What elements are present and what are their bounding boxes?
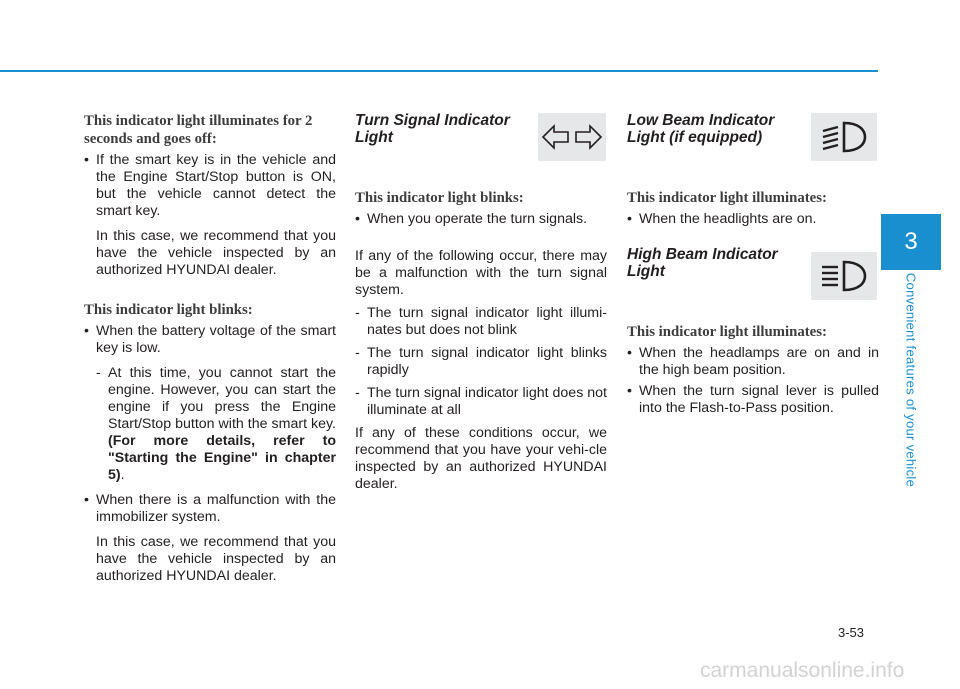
para-malfunction-intro: If any of the following occur, there may be a malfunction with the turn signal system. bbox=[355, 248, 607, 298]
turn-signal-title-line2: Light bbox=[355, 129, 393, 146]
page-number: 3-53 bbox=[838, 625, 865, 640]
column-immobilizer bbox=[84, 112, 336, 585]
dash-blink-rapidly bbox=[355, 345, 607, 379]
dash-text: The turn signal indicator light illumi-nates but does not blink bbox=[367, 305, 607, 338]
para-recommend-inspection: In this case, we recommend that you have the vehicle inspected by an authorized HYUNDAI dealer. bbox=[96, 228, 336, 278]
para-recommend-inspection-3: If any of these conditions occur, we recommend that you have your vehi-cle inspected by an authorized HYUNDAI dealer. bbox=[355, 425, 607, 492]
low-beam-title-line1: Low Beam Indicator bbox=[627, 112, 775, 129]
turn-signal-arrows-icon bbox=[538, 113, 606, 161]
dash-period: . bbox=[120, 467, 125, 483]
low-beam-title-line2: Light (if equipped) bbox=[627, 129, 763, 146]
bullet-headlights-on: • When the headlights are on. bbox=[627, 211, 879, 228]
low-beam-icon bbox=[811, 113, 877, 161]
dash-mark: - bbox=[355, 305, 360, 321]
dash-reference: (For more details, refer to "Starting the Engine" in chapter 5) bbox=[108, 433, 336, 483]
bullet-high-beam-position: • When the headlamps are on and in the high beam position. bbox=[627, 345, 879, 379]
bullet-flash-to-pass: • When the turn signal lever is pulled into the Flash-to-Pass position. bbox=[627, 383, 879, 417]
subhead-blinks: This indicator light blinks: bbox=[84, 302, 253, 318]
column-turn-signal bbox=[355, 112, 607, 493]
dash-mark: - bbox=[355, 345, 360, 361]
chapter-tab bbox=[881, 214, 941, 270]
dash-no-illuminate bbox=[355, 385, 607, 419]
subhead-turn-blinks: This indicator light blinks: bbox=[355, 190, 524, 206]
bullet-smart-key-undetected: • If the smart key is in the vehicle and the Engine Start/Stop button is ON, but the vehicle cannot detect the smart key. bbox=[84, 152, 336, 220]
high-beam-title-line1: High Beam Indicator bbox=[627, 246, 778, 263]
subhead-high-illuminates: This indicator light illuminates: bbox=[627, 324, 827, 340]
dash-text: The turn signal indicator light does not illuminate at all bbox=[367, 385, 607, 418]
dash-text: The turn signal indicator light blinks rapidly bbox=[367, 345, 607, 378]
bullet-battery-low: • When the battery voltage of the smart key is low. bbox=[84, 323, 336, 357]
dash-cannot-start bbox=[96, 365, 336, 484]
bullet-immobilizer-malfunction: • When there is a malfunction with the immobilizer system. bbox=[84, 492, 336, 526]
watermark: carmanualsonline.info bbox=[700, 659, 905, 682]
chapter-title: Convenient features of your vehicle bbox=[903, 272, 919, 488]
subhead-illuminates-2s: This indicator light illuminates for 2 seconds and goes off: bbox=[84, 113, 313, 147]
high-beam-icon bbox=[811, 252, 877, 300]
dash-mark: - bbox=[355, 385, 360, 401]
dash-mark: - bbox=[96, 365, 101, 381]
high-beam-title-line2: Light bbox=[627, 263, 665, 280]
para-recommend-inspection-2: In this case, we recommend that you have the vehicle inspected by an authorized HYUNDAI dealer. bbox=[96, 534, 336, 584]
dash-text: At this time, you cannot start the engine. However, you can start the engine if you press the Engine Start/Stop button with the smart key. bbox=[108, 365, 336, 432]
turn-signal-title-line1: Turn Signal Indicator bbox=[355, 112, 510, 129]
subhead-low-illuminates: This indicator light illuminates: bbox=[627, 190, 827, 206]
dash-no-blink bbox=[355, 305, 607, 339]
chapter-number: 3 bbox=[904, 228, 918, 255]
bullet-operate-turn-signals: • When you operate the turn signals. bbox=[355, 211, 607, 228]
header-rule bbox=[0, 70, 878, 72]
